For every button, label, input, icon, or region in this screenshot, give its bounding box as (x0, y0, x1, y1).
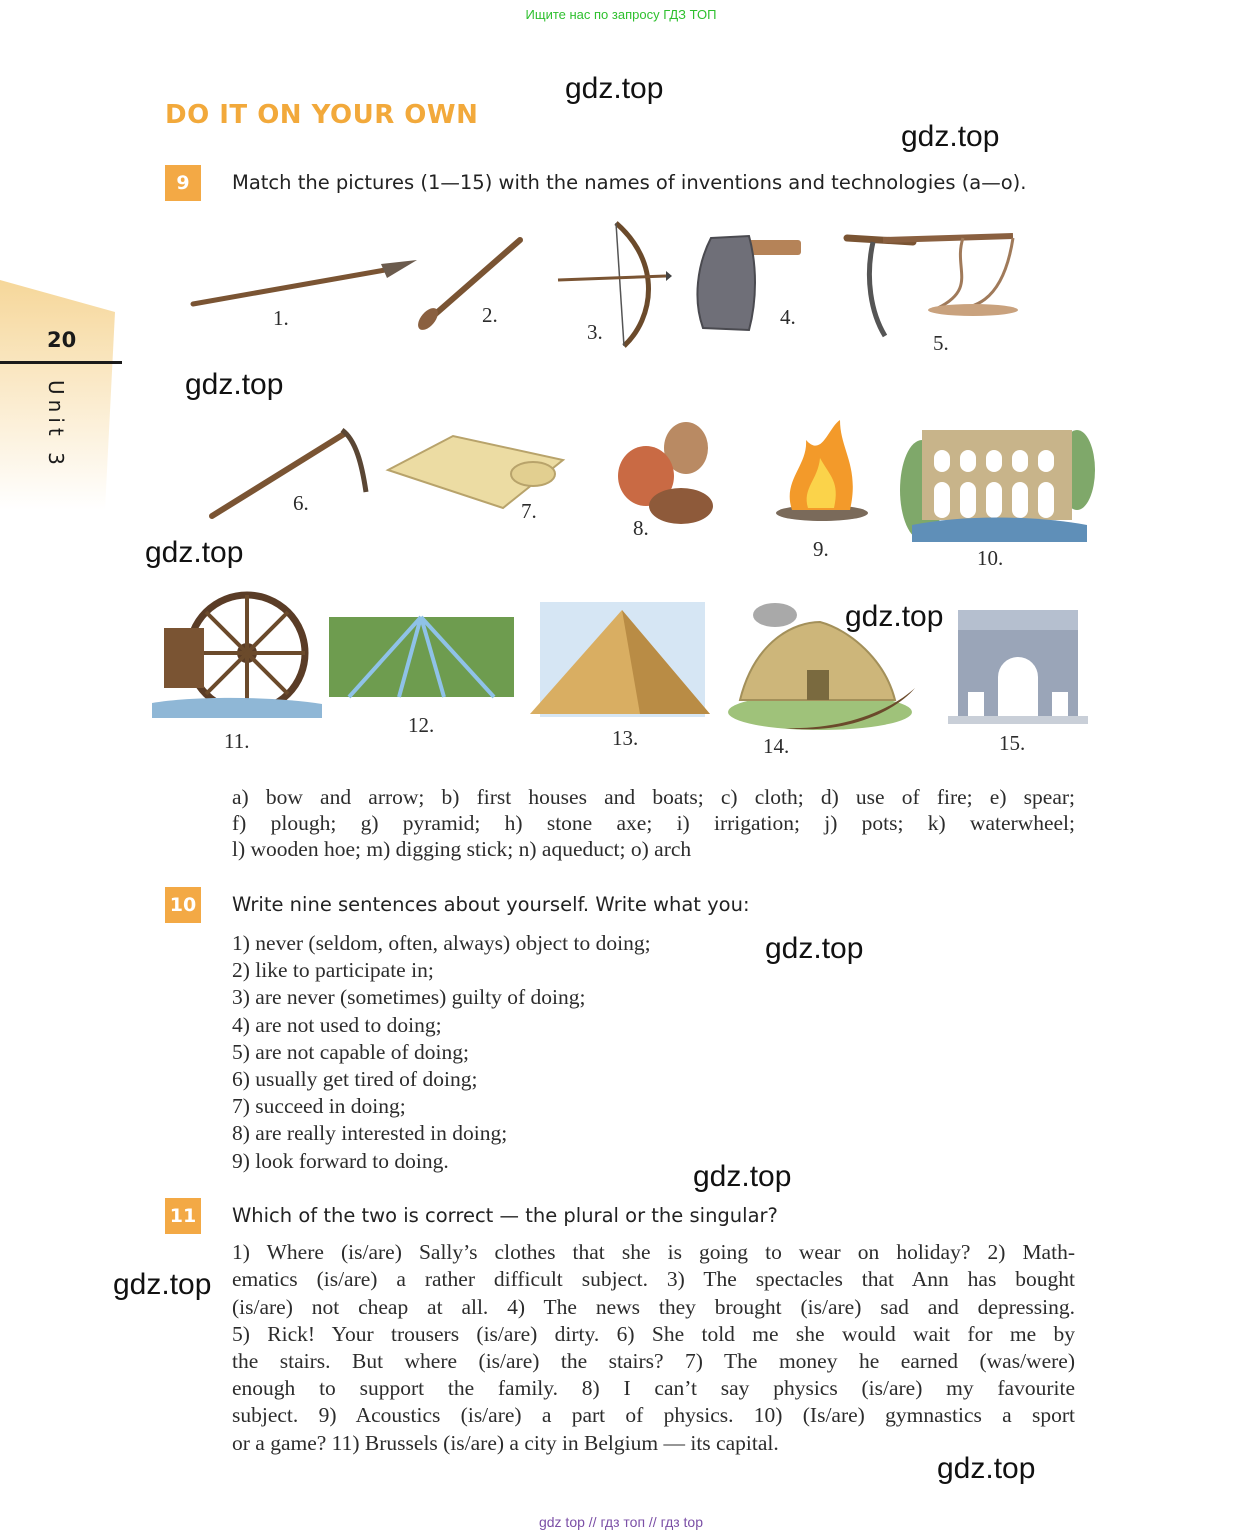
picture-number: 5. (933, 331, 949, 355)
exercise-11-line: or a game? 11) Brussels (is/are) a city in Belgium — its capital. (232, 1431, 779, 1455)
exercise-11-line: ematics (is/are) a rather difficult subject. 3) The spectacles that Ann has bought (232, 1267, 1075, 1291)
picture-bow-and-arrow (554, 218, 674, 353)
exercise-11-badge: 11 (165, 1198, 201, 1234)
exercise-10-item: 4) are not used to doing; (232, 1012, 442, 1037)
exercise-9-options-line: l) wooden hoe; m) digging stick; n) aqueduct; o) arch (232, 837, 692, 861)
exercise-11-instruction: Which of the two is correct — the plural or the singular? (232, 1204, 778, 1227)
exercise-10-list (232, 930, 651, 1175)
picture-number: 13. (612, 726, 639, 750)
exercise-10-instruction: Write nine sentences about yourself. Write what you: (232, 893, 750, 916)
picture-number: 3. (587, 320, 603, 344)
picture-number: 9. (813, 537, 829, 561)
top-note: Ищите нас по запросу ГДЗ ТОП (525, 7, 717, 22)
exercise-10-item: 5) are not capable of doing; (232, 1039, 470, 1064)
picture-waterwheel (152, 588, 322, 720)
picture-arch (948, 602, 1088, 724)
unit-label: Unit 3 (44, 380, 68, 470)
picture-pyramid (525, 602, 720, 717)
picture-number: 10. (977, 546, 1004, 570)
picture-number: 15. (999, 731, 1026, 755)
picture-number: 8. (633, 516, 649, 540)
exercise-9-options-line: a) bow and arrow; b) first houses and boats; c) cloth; d) use of fire; e) spear; (232, 785, 1075, 809)
exercise-10-item: 8) are really interested in doing; (232, 1121, 508, 1146)
picture-number: 6. (293, 491, 309, 515)
exercise-9-instruction: Match the pictures (1—15) with the names of inventions and technologies (a—o). (232, 171, 1027, 194)
exercise-11-line: 5) Rick! Your trousers (is/are) dirty. 6) She told me she would wait for me by (232, 1322, 1075, 1346)
watermark: gdz.top (185, 368, 284, 401)
exercise-11-line: enough to support the family. 8) I can’t say physics (is/are) my favourite (232, 1376, 1075, 1400)
picture-wooden-hoe (204, 420, 369, 525)
picture-digging-stick (412, 235, 527, 335)
picture-fire (770, 418, 875, 523)
exercise-10-badge: 10 (165, 887, 201, 923)
exercise-9-badge: 9 (165, 165, 201, 201)
exercise-9-options-line: f) plough; g) pyramid; h) stone axe; i) irrigation; j) pots; k) waterwheel; (232, 811, 1075, 835)
exercise-11-line: 1) Where (is/are) Sally’s clothes that she is going to wear on holiday? 2) Math- (232, 1240, 1075, 1264)
exercise-10-item: 7) succeed in doing; (232, 1094, 406, 1119)
exercise-11-line: subject. 9) Acoustics (is/are) a part of physics. 10) (Is/are) gymnastics a sport (232, 1403, 1075, 1427)
exercise-10-item: 6) usually get tired of doing; (232, 1067, 478, 1092)
picture-number: 7. (521, 499, 537, 523)
watermark: gdz.top (693, 1160, 792, 1193)
picture-aqueduct (902, 420, 1092, 545)
section-title: DO IT ON YOUR OWN (165, 100, 479, 130)
picture-plough (843, 228, 1023, 343)
exercise-10-item: 1) never (seldom, often, always) object to doing; (232, 931, 651, 955)
picture-spear (185, 250, 425, 310)
watermark: gdz.top (113, 1268, 212, 1301)
exercise-10-item: 3) are never (sometimes) guilty of doing; (232, 985, 586, 1010)
picture-number: 14. (763, 734, 790, 758)
picture-number: 4. (780, 305, 796, 329)
picture-number: 2. (482, 303, 498, 327)
picture-cloth (383, 430, 568, 515)
exercise-10-item: 2) like to participate in; (232, 958, 434, 983)
picture-pots (606, 418, 721, 528)
picture-number: 1. (273, 306, 289, 330)
page-number-rule (0, 361, 122, 364)
picture-number: 12. (408, 713, 435, 737)
page-number: 20 (47, 328, 77, 352)
watermark: gdz.top (565, 72, 664, 105)
watermark: gdz.top (765, 932, 864, 965)
exercise-11-line: (is/are) not cheap at all. 4) The news they brought (is/are) sad and depressing. (232, 1295, 1075, 1319)
watermark: gdz.top (845, 600, 944, 633)
picture-number: 11. (224, 729, 250, 753)
watermark: gdz.top (901, 120, 1000, 153)
exercise-10-item: 9) look forward to doing. (232, 1148, 449, 1173)
footer-links: gdz top // гдз топ // гдз top (538, 1514, 704, 1530)
picture-irrigation (329, 617, 514, 697)
watermark: gdz.top (145, 536, 244, 569)
exercise-11-line: the stairs. But where (is/are) the stairs? 7) The money he earned (was/were) (232, 1349, 1075, 1373)
watermark: gdz.top (937, 1452, 1036, 1485)
